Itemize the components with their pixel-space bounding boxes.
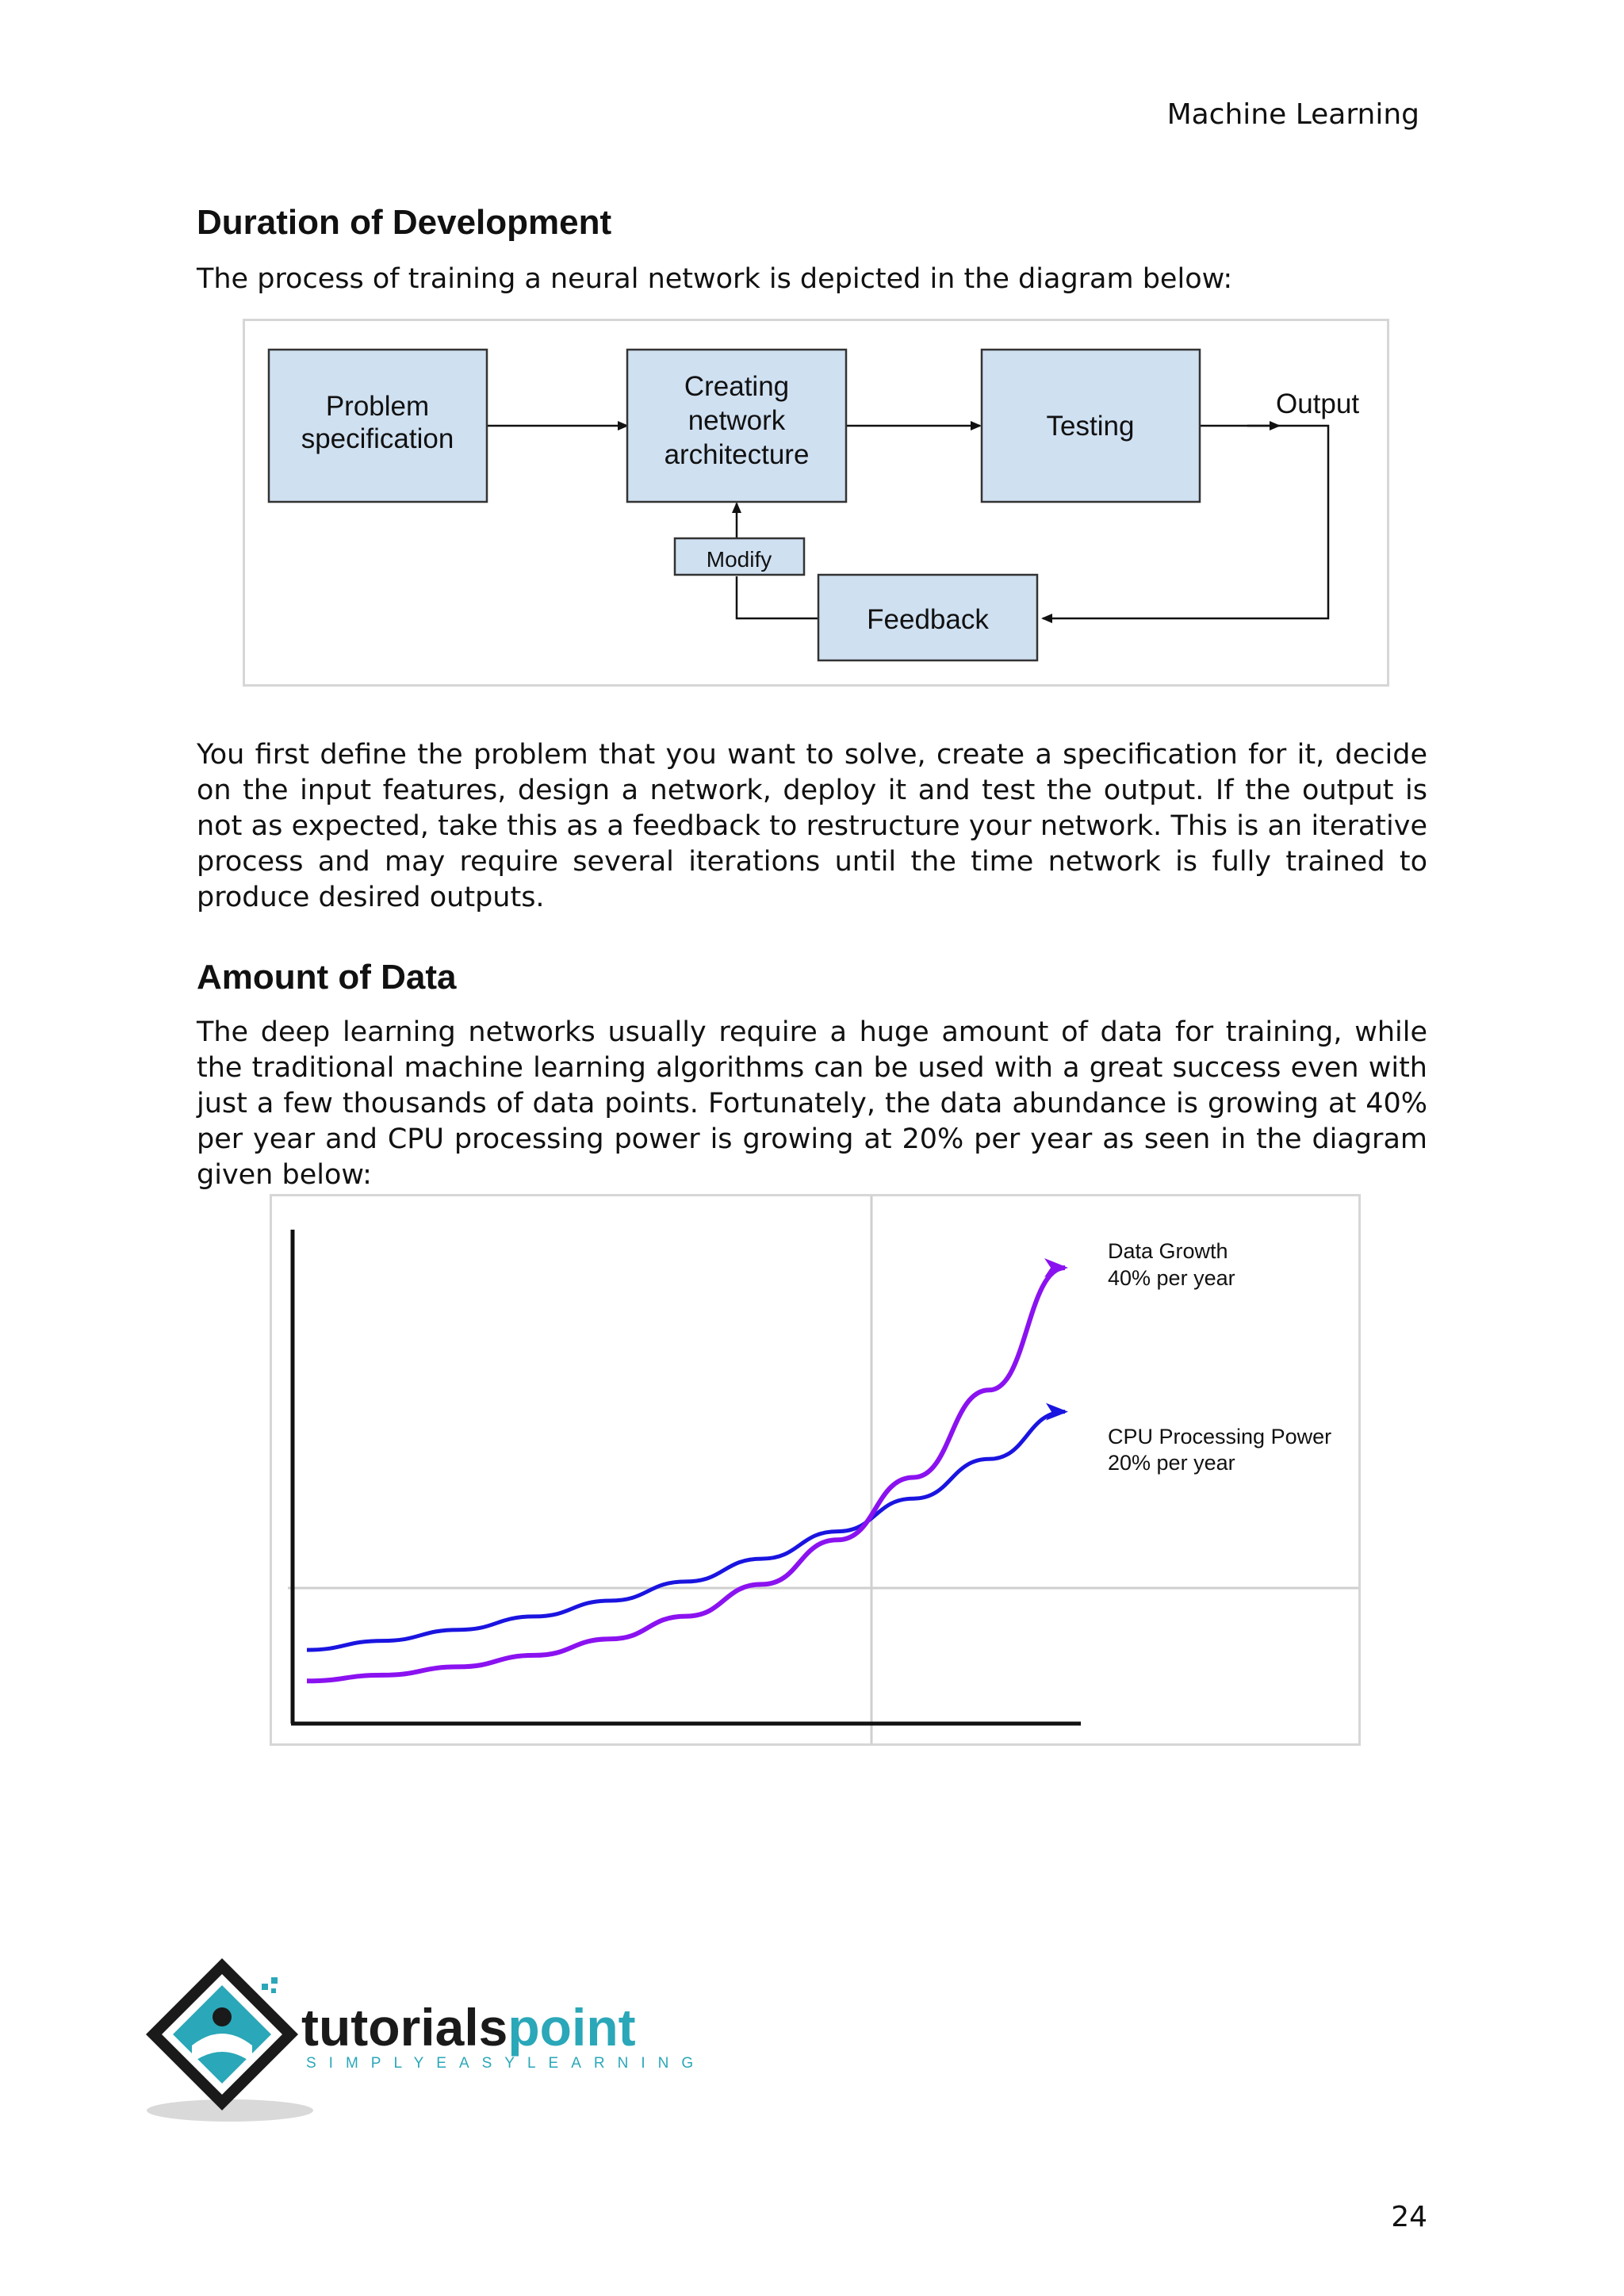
logo-shadow bbox=[147, 2099, 313, 2122]
output-label: Output bbox=[1276, 388, 1360, 419]
box-network-label-line2: network bbox=[688, 405, 786, 436]
legend-cpu-power-name: CPU Processing Power bbox=[1108, 1425, 1332, 1448]
logo-wordmark-tutorials: tutorials bbox=[301, 1998, 508, 2057]
logo-wordmark bbox=[301, 1998, 636, 2057]
line-feedback-to-modify bbox=[737, 576, 818, 618]
training-process-diagram bbox=[243, 319, 1389, 687]
legend-data-growth-rate: 40% per year bbox=[1108, 1266, 1235, 1290]
box-feedback-label: Feedback bbox=[867, 604, 989, 635]
tutorialspoint-logo bbox=[143, 1952, 714, 2126]
section-heading-duration: Duration of Development bbox=[197, 203, 612, 242]
box-network-label-line3: architecture bbox=[664, 439, 810, 470]
page-number: 24 bbox=[1391, 2201, 1427, 2233]
box-network-label-line1: Creating bbox=[684, 371, 790, 402]
section-intro-paragraph: The process of training a neural network is depicted in the diagram below: bbox=[197, 263, 1233, 295]
section1-body-paragraph: You first define the problem that you want to solve, create a specification for it, decide on the input features, design a network, deploy it and test the output. If the output is not as expected, take this as a feedback to restructure your network. This is an iterative process and may require several iterations until the time network is fully trained to produce desired outputs. bbox=[197, 739, 1427, 913]
box-problem-label-line2: specification bbox=[301, 423, 454, 454]
logo-tagline: SIMPLYEASYLEARNING bbox=[306, 2055, 707, 2072]
running-header: Machine Learning bbox=[1166, 98, 1419, 131]
logo-wordmark-point: point bbox=[508, 1998, 636, 2057]
section2-body-paragraph: The deep learning networks usually require a huge amount of data for training, while the traditional machine learning algorithms can be used with a great success even with just a few thousands of data points. Fortunately, the data abundance is growing at 40% per year and CPU processing power is growing at 20% per year as seen in the diagram given below: bbox=[197, 1016, 1427, 1191]
logo-person-head-icon bbox=[213, 2007, 232, 2026]
box-testing-label: Testing bbox=[1046, 411, 1135, 442]
series-line-data-growth bbox=[307, 1268, 1065, 1681]
box-problem-label-line1: Problem bbox=[325, 391, 430, 422]
logo-dot-1 bbox=[262, 1984, 268, 1990]
legend-cpu-power-rate: 20% per year bbox=[1108, 1451, 1235, 1475]
legend-data-growth-name: Data Growth bbox=[1108, 1239, 1228, 1263]
logo-dot-2 bbox=[271, 1977, 278, 1984]
box-modify-label: Modify bbox=[706, 547, 772, 572]
growth-chart bbox=[270, 1194, 1361, 1746]
logo-dot-3 bbox=[271, 1988, 276, 1993]
section-heading-amount-of-data: Amount of Data bbox=[197, 958, 457, 997]
